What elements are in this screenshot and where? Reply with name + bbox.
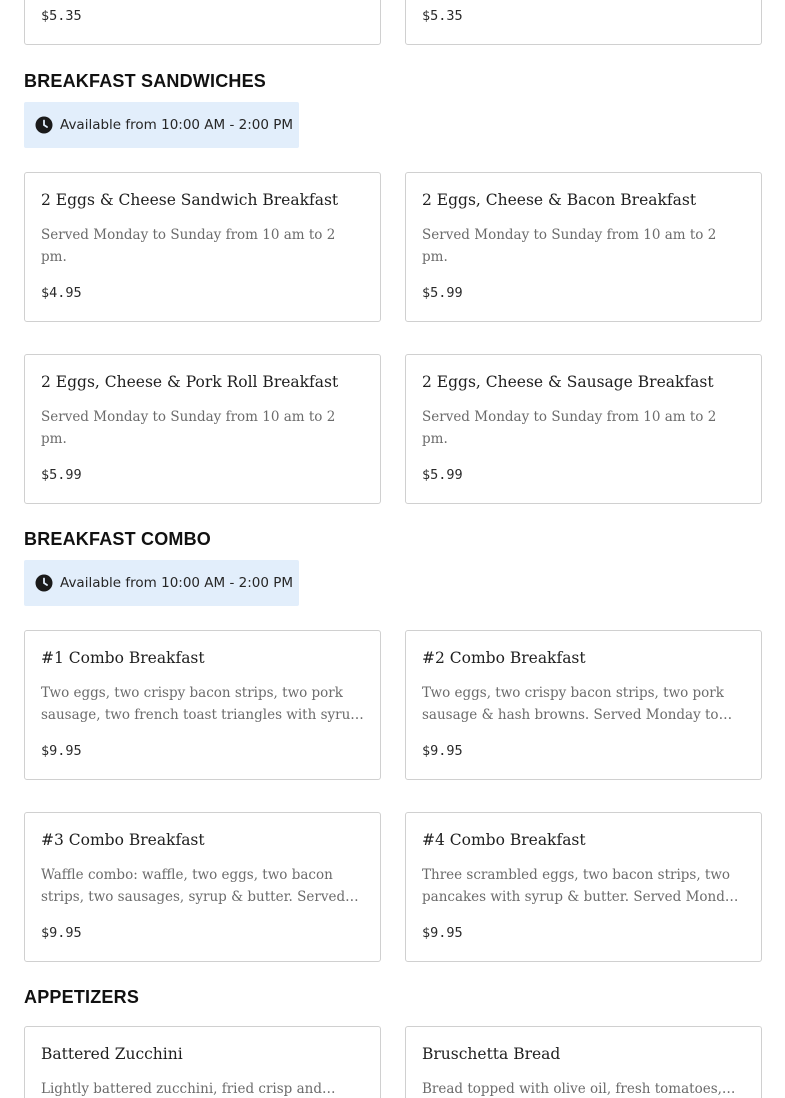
section-title: APPETIZERS bbox=[24, 987, 140, 1007]
item-description: Three scrambled eggs, two bacon strips, two pancakes with syrup & butter. Served Monday bbox=[422, 867, 741, 905]
section-title: BREAKFAST SANDWICHES bbox=[24, 71, 267, 91]
item-name: 2 Eggs, Cheese & Sausage Breakfast bbox=[422, 373, 714, 391]
menu-item-card[interactable] bbox=[405, 630, 762, 780]
item-price: $4.95 bbox=[41, 285, 82, 301]
item-price: $5.99 bbox=[422, 467, 463, 483]
item-price: $5.99 bbox=[422, 285, 463, 301]
menu-item-card[interactable] bbox=[405, 172, 762, 322]
item-name: #3 Combo Breakfast bbox=[41, 831, 205, 849]
menu-item-card[interactable] bbox=[405, 812, 762, 962]
item-description: Served Monday to Sunday from 10 am to 2 pm. bbox=[41, 409, 336, 447]
menu-item-card[interactable] bbox=[24, 1026, 381, 1098]
clock-icon bbox=[35, 574, 53, 592]
menu-item-card[interactable] bbox=[24, 630, 381, 780]
availability-banner bbox=[24, 560, 299, 606]
menu-item-card[interactable] bbox=[405, 354, 762, 504]
menu-item-card[interactable] bbox=[24, 354, 381, 504]
item-price: $9.95 bbox=[422, 743, 463, 759]
menu-item-card[interactable] bbox=[405, 0, 762, 45]
item-description: Served Monday to Sunday from 10 am to 2 pm. bbox=[422, 409, 717, 447]
item-description: Waffle combo: waffle, two eggs, two bacon strips, two sausages, syrup & butter. Served bbox=[41, 867, 346, 905]
menu-item-card[interactable] bbox=[24, 172, 381, 322]
section-title: BREAKFAST COMBO bbox=[24, 529, 211, 549]
item-description: Two eggs, two crispy bacon strips, two pork sausage & hash browns. Served Monday to bbox=[422, 685, 724, 723]
availability-text: Available from 10:00 AM - 2:00 PM bbox=[60, 117, 294, 133]
item-name: Bruschetta Bread bbox=[422, 1045, 561, 1063]
item-description: Served Monday to Sunday from 10 am to 2 pm. bbox=[41, 227, 336, 265]
item-name: 2 Eggs, Cheese & Bacon Breakfast bbox=[422, 191, 697, 209]
menu-item-card[interactable] bbox=[24, 0, 381, 45]
item-name: #1 Combo Breakfast bbox=[41, 649, 205, 667]
item-description: Bread topped with olive oil, fresh tomatoes, bbox=[422, 1081, 722, 1097]
item-name: 2 Eggs, Cheese & Pork Roll Breakfast bbox=[41, 373, 339, 391]
menu-item-card[interactable] bbox=[405, 1026, 762, 1098]
availability-banner bbox=[24, 102, 299, 148]
item-name: 2 Eggs & Cheese Sandwich Breakfast bbox=[41, 191, 339, 209]
item-price: $5.35 bbox=[422, 8, 463, 24]
availability-text: Available from 10:00 AM - 2:00 PM bbox=[60, 575, 294, 591]
clock-icon bbox=[35, 116, 53, 134]
item-price: $9.95 bbox=[41, 743, 82, 759]
menu-item-card[interactable] bbox=[24, 812, 381, 962]
item-description: Served Monday to Sunday from 10 am to 2 pm. bbox=[422, 227, 717, 265]
item-name: #4 Combo Breakfast bbox=[422, 831, 586, 849]
item-price: $5.99 bbox=[41, 467, 82, 483]
item-name: Battered Zucchini bbox=[41, 1045, 183, 1063]
item-price: $9.95 bbox=[422, 925, 463, 941]
item-price: $9.95 bbox=[41, 925, 82, 941]
item-price: $5.35 bbox=[41, 8, 82, 24]
item-description: Lightly battered zucchini, fried crisp and bbox=[41, 1081, 322, 1097]
item-name: #2 Combo Breakfast bbox=[422, 649, 586, 667]
item-description: Two eggs, two crispy bacon strips, two pork sausage, two french toast triangles with syrup, bbox=[41, 685, 364, 723]
